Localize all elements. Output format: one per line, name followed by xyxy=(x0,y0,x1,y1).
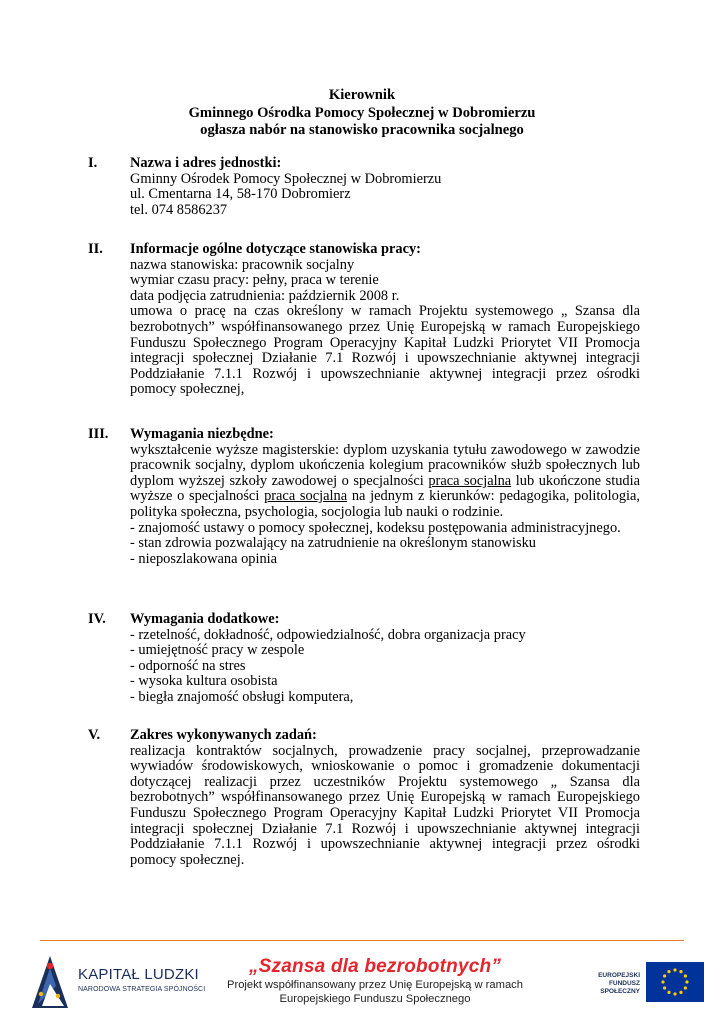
section-paragraph: realizacja kontraktów socjalnych, prowadzenie pracy socjalnej, przeprowadzanie wywiadów środowiskowych, wnioskowanie o pomoc i gromadzenie dokumentacji dotyczącej realizacji przez uczestników Projektu systemowego „ Szansa dla bezrobotnych” współfinansowanego przez Unię Europejską w ramach Europejskiego Funduszu Społecznego Program Operacyjny Kapitał Ludzki Priorytet VII Promocja integracji społecznej Działanie 7.1 Rozwój i upowszechnianie aktywnej integracji Poddziałanie 7.1.1 Rozwój i upowszechnianie aktywnej integracji przez ośrodki pomocy społecznej. xyxy=(130,742,640,868)
header-line-2: Gminnego Ośrodka Pomocy Społecznej w Dobromierzu xyxy=(188,104,536,121)
eu-star-icon xyxy=(667,991,670,994)
project-title: „Szansa dla bezrobotnych” xyxy=(248,956,502,977)
section-heading: Wymagania dodatkowe: xyxy=(130,611,280,627)
kapital-ludzki-text xyxy=(78,966,205,994)
eu-star-icon xyxy=(673,968,676,971)
requirement-item: - stan zdrowia pozwalający na zatrudnienie na określonym stanowisku xyxy=(130,535,537,552)
eu-star-icon xyxy=(685,980,688,983)
eu-star-icon xyxy=(663,974,666,977)
eu-flag-icon xyxy=(646,962,704,1002)
eu-star-icon xyxy=(673,992,676,995)
section-line: wymiar czasu pracy: pełny, praca w terenie xyxy=(130,272,379,289)
section-number: IV. xyxy=(88,611,106,627)
eu-star-icon xyxy=(661,980,664,983)
section-heading: Zakres wykonywanych zadań: xyxy=(130,727,317,743)
section-heading: Nazwa i adres jednostki: xyxy=(130,155,282,171)
header-line-3: ogłasza nabór na stanowisko pracownika socjalnego xyxy=(200,122,524,138)
efs-text xyxy=(580,972,640,996)
section-line: ul. Cmentarna 14, 58-170 Dobromierz xyxy=(130,186,351,203)
eu-star-icon xyxy=(684,986,687,989)
section-line: data podjęcia zatrudnienia: październik 2008 r. xyxy=(130,287,400,304)
project-line-1: Projekt współfinansowany przez Unię Europejską w ramach xyxy=(227,979,523,991)
requirement-item: - umiejętność pracy w zespole xyxy=(130,642,305,659)
paragraph-text: wykształcenie wyższe magisterskie: dyplom uzyskania tytułu zawodowego w zawodzie pracownik socjalny, dyplom ukończenia kolegium pracowników służb społecznych lub dyplom wyższej szkoły zawodowej o specjalności xyxy=(130,441,640,489)
eu-star-icon xyxy=(667,970,670,973)
eu-star-icon xyxy=(663,986,666,989)
section-heading: Informacje ogólne dotyczące stanowiska pracy: xyxy=(130,241,421,257)
requirement-item: - nieposzlakowana opinia xyxy=(130,550,278,567)
kapital-ludzki-logo-icon xyxy=(30,954,70,1010)
section-heading: Wymagania niezbędne: xyxy=(130,426,274,442)
paragraph-text: lub ukończone studia wyższe o specjalności xyxy=(130,472,640,505)
section-paragraph xyxy=(130,443,640,521)
paragraph-text: na jednym z kierunków: pedagogika, politologia, polityka społeczna, psychologia, socjologia lub nauki o rodzinie. xyxy=(130,488,640,520)
requirement-item: - znajomość ustawy o pomocy społecznej, kodeksu postępowania administracyjnego. xyxy=(130,519,621,536)
underlined-text: praca socjalna xyxy=(264,488,348,505)
kapital-ludzki-subtitle: NARODOWA STRATEGIA SPÓJNOŚCI xyxy=(78,986,206,993)
header-line-1: Kierownik xyxy=(328,87,396,103)
section-paragraph: umowa o pracę na czas określony w ramach Projektu systemowego „ Szansa dla bezrobotnych” współfinansowanego przez Unię Europejską w ramach Europejskiego Funduszu Społecznego Program Operacyjny Kapitał Ludzki Priorytet VII Promocja integracji społecznej Działanie 7.1 Rozwój i upowszechnianie aktywnej integracji Poddziałanie 7.1.1 Rozwój i upowszechnianie aktywnej integracji przez ośrodki pomocy społecznej, xyxy=(130,303,640,398)
section-line: tel. 074 8586237 xyxy=(130,201,228,218)
efs-line-1: EUROPEJSKI xyxy=(598,972,640,979)
underlined-text: praca socjalna xyxy=(428,472,512,489)
section-number: II. xyxy=(88,241,103,257)
section-line: nazwa stanowiska: pracownik socjalny xyxy=(130,256,355,273)
requirement-item: - wysoka kultura osobista xyxy=(130,673,278,690)
section-number: V. xyxy=(88,727,101,743)
eu-star-icon xyxy=(679,991,682,994)
efs-line-2: FUNDUSZ SPOŁECZNY xyxy=(600,980,640,995)
eu-star-icon xyxy=(684,974,687,977)
project-caption xyxy=(210,956,540,1006)
section-number: III. xyxy=(88,426,109,442)
section-line: Gminny Ośrodek Pomocy Społecznej w Dobromierzu xyxy=(130,170,442,187)
announcement-header xyxy=(0,87,724,140)
requirement-item: - rzetelność, dokładność, odpowiedzialność, dobra organizacja pracy xyxy=(130,626,526,643)
section-number: I. xyxy=(88,155,98,171)
requirement-item: - biegła znajomość obsługi komputera, xyxy=(130,688,354,705)
requirement-item: - odporność na stres xyxy=(130,657,246,674)
kapital-ludzki-title: KAPITAŁ LUDZKI xyxy=(78,966,199,983)
eu-star-icon xyxy=(679,970,682,973)
footer-logos xyxy=(0,942,724,1024)
project-line-2: Europejskiego Funduszu Społecznego xyxy=(279,993,471,1005)
footer-divider xyxy=(40,940,684,941)
